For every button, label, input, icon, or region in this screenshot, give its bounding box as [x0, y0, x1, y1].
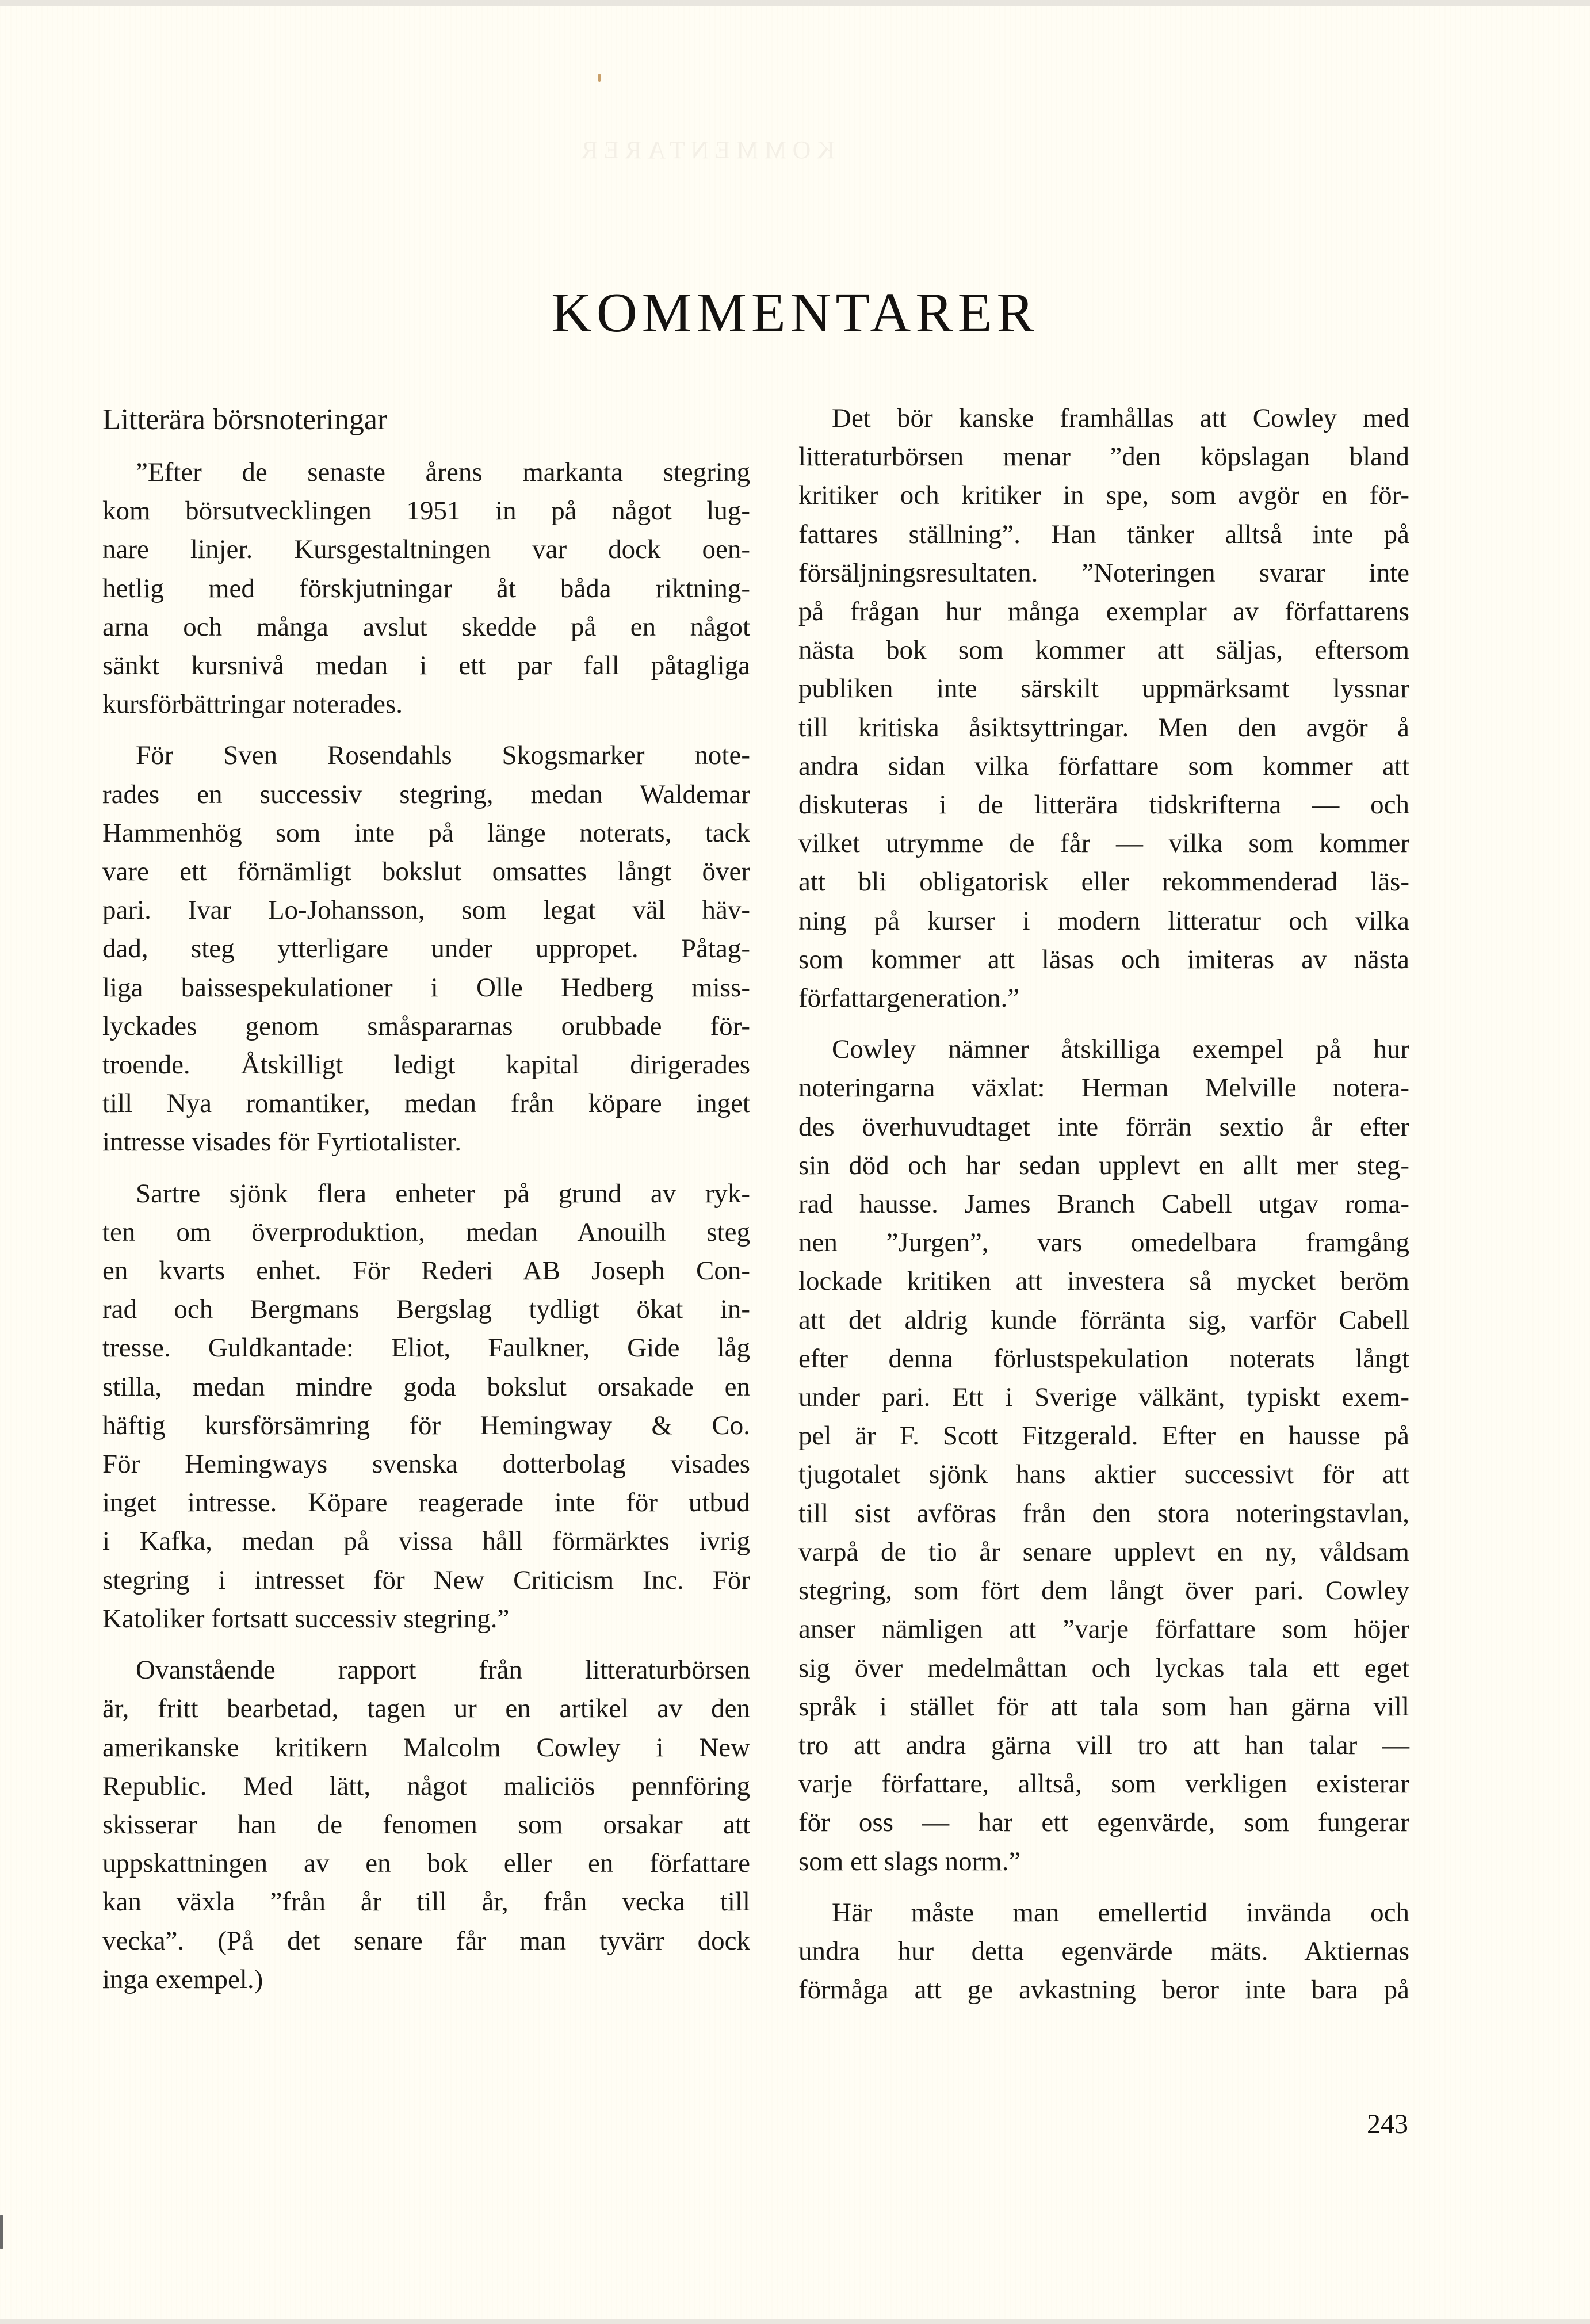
paragraph [798, 1894, 1409, 2010]
text-line: nästa bok som kommer att säljas, eftersom [798, 635, 1409, 666]
text-line: språk i stället för att tala som han gärna vill [798, 1691, 1409, 1722]
right-paragraphs [798, 399, 1409, 2009]
text-line: sin död och har sedan upplevt en allt mer steg- [798, 1150, 1409, 1180]
text-line: noteringarna växlat: Herman Melville notera- [798, 1073, 1409, 1103]
text-line: inget intresse. Köpare reagerade inte för utbud [102, 1488, 750, 1518]
text-line: ”Efter de senaste årens markanta stegring [136, 457, 750, 487]
text-line: andra sidan vilka författare som kommer att [798, 751, 1409, 781]
text-line: efter denna förlustspekulation noterats långt [798, 1343, 1409, 1374]
text-line: kom börsutvecklingen 1951 in på något lug- [102, 496, 750, 526]
page-title: KOMMENTARER [551, 282, 1039, 344]
text-line: författargeneration.” [798, 983, 1020, 1014]
text-line: till Nya romantiker, medan från köpare inget [102, 1088, 750, 1119]
text-line: lockade kritiken att investera så mycket beröm [798, 1266, 1409, 1297]
text-line: kan växla ”från år till år, från vecka till [102, 1887, 750, 1917]
text-line: anser nämligen att ”varje författare som höjer [798, 1614, 1409, 1645]
text-line: pel är F. Scott Fitzgerald. Efter en hausse på [798, 1421, 1409, 1451]
text-line: skisserar han de fenomen som orsakar att [102, 1809, 750, 1840]
text-line: För Sven Rosendahls Skogsmarker note- [136, 740, 750, 771]
paragraph [798, 399, 1409, 1018]
text-line: till sist avföras från den stora noteringstavlan, [798, 1498, 1409, 1528]
text-line: Katoliker fortsatt successiv stegring.” [102, 1603, 510, 1634]
text-line: Republic. Med lätt, något maliciös pennföring [102, 1771, 750, 1801]
text-line: nare linjer. Kursgestaltningen var dock oen- [102, 534, 750, 565]
text-line: publiken inte särskilt uppmärksamt lyssnar [798, 674, 1409, 704]
paragraph [102, 736, 750, 1161]
document-page [0, 6, 1590, 2319]
text-line: rad hausse. James Branch Cabell utgav roma- [798, 1189, 1409, 1220]
text-line: en kvarts enhet. För Rederi AB Joseph Con- [102, 1256, 750, 1286]
text-line: Det bör kanske framhållas att Cowley med [832, 403, 1409, 433]
bleed-through-title: KOMMENTARER [575, 136, 835, 164]
text-line: vilket utrymme de får — vilka som kommer [798, 828, 1409, 859]
paragraph [102, 1651, 750, 1999]
text-line: inga exempel.) [102, 1964, 263, 1994]
text-line: kritiker och kritiker in spe, som avgör en för- [798, 480, 1409, 511]
text-line: fattares ställning”. Han tänker alltså inte på [798, 519, 1409, 549]
text-line: tresse. Guldkantade: Eliot, Faulkner, Gide låg [102, 1333, 750, 1363]
paragraph [798, 1030, 1409, 1880]
text-line: nen ”Jurgen”, vars omedelbara framgång [798, 1228, 1409, 1258]
scan-edge-mark [0, 2215, 3, 2249]
text-line: Sartre sjönk flera enheter på grund av ryk- [136, 1178, 750, 1209]
text-line: sänkt kursnivå medan i ett par fall påtagliga [102, 651, 750, 681]
text-line: Hammenhög som inte på länge noterats, tack [102, 817, 750, 848]
text-line: Cowley nämner åtskilliga exempel på hur [832, 1034, 1409, 1065]
text-line: ning på kurser i modern litteratur och vilka [798, 905, 1409, 936]
right-column [798, 399, 1409, 2022]
paper-speck [598, 74, 601, 82]
text-line: hetlig med förskjutningar åt båda riktning- [102, 573, 750, 603]
paragraph [102, 1175, 750, 1638]
text-line: försäljningsresultaten. ”Noteringen svarar inte [798, 557, 1409, 588]
text-line: vare ett förnämligt bokslut omsattes långt över [102, 857, 750, 887]
page-number: 243 [1367, 2109, 1408, 2139]
text-line: Här måste man emellertid invända och [832, 1897, 1409, 1928]
text-line: diskuteras i de litterära tidskrifterna — och [798, 790, 1409, 820]
text-line: i Kafka, medan på vissa håll förmärktes ivrig [102, 1526, 750, 1557]
left-column [102, 399, 750, 2012]
text-line: under pari. Ett i Sverige välkänt, typiskt exem- [798, 1382, 1409, 1413]
text-line: För Hemingways svenska dotterbolag visades [102, 1449, 750, 1480]
text-line: intresse visades för Fyrtiotalister. [102, 1127, 461, 1157]
text-line: är, fritt bearbetad, tagen ur en artikel av den [102, 1694, 750, 1724]
text-line: amerikanske kritikern Malcolm Cowley i New [102, 1732, 750, 1763]
text-line: rad och Bergmans Bergslag tydligt ökat in- [102, 1294, 750, 1325]
text-line: rades en successiv stegring, medan Waldemar [102, 779, 750, 809]
text-line: arna och många avslut skedde på en något [102, 611, 750, 642]
text-line: vecka”. (På det senare får man tyvärr dock [102, 1925, 750, 1956]
text-line: tro att andra gärna vill tro att han talar — [798, 1730, 1409, 1760]
text-line: förmåga att ge avkastning beror inte bara på [798, 1975, 1409, 2005]
text-line: pari. Ivar Lo-Johansson, som legat väl häv- [102, 895, 750, 926]
text-line: som kommer att läsas och imiteras av nästa [798, 944, 1409, 974]
text-line: varje författare, alltså, som verkligen existerar [798, 1769, 1409, 1799]
text-line: dad, steg ytterligare under uppropet. Påtag- [102, 934, 750, 964]
text-line: stilla, medan mindre goda bokslut orsakade en [102, 1371, 750, 1402]
text-line: undra hur detta egenvärde mäts. Aktiernas [798, 1936, 1409, 1966]
paragraph [102, 453, 750, 724]
text-line: Ovanstående rapport från litteraturbörsen [136, 1655, 750, 1685]
text-line: häftig kursförsämring för Hemingway & Co. [102, 1410, 750, 1440]
text-line: sig över medelmåttan och lyckas tala ett eget [798, 1653, 1409, 1683]
text-line: för oss — har ett egenvärde, som fungerar [798, 1807, 1409, 1838]
text-line: stegring i intresset för New Criticism Inc. För [102, 1565, 750, 1595]
text-line: litteraturbörsen menar ”den köpslagan bland [798, 442, 1409, 472]
text-line: lyckades genom småspararnas orubbade för- [102, 1011, 750, 1041]
text-line: stegring, som fört dem långt över pari. Cowley [798, 1576, 1409, 1606]
text-line: troende. Åtskilligt ledigt kapital dirigerades [102, 1050, 750, 1080]
text-line: som ett slags norm.” [798, 1846, 1021, 1876]
text-line: ten om överproduktion, medan Anouilh steg [102, 1217, 750, 1247]
text-line: des överhuvudtaget inte förrän sextio år efter [798, 1111, 1409, 1142]
left-paragraphs [102, 453, 750, 1999]
text-line: till kritiska åsiktsyttringar. Men den avgör å [798, 712, 1409, 743]
text-line: kursförbättringar noterades. [102, 689, 403, 720]
text-line: liga baissespekulationer i Olle Hedberg miss- [102, 972, 750, 1003]
text-line: uppskattningen av en bok eller en författare [102, 1848, 750, 1879]
text-line: tjugotalet sjönk hans aktier successivt för att [798, 1459, 1409, 1490]
section-heading: Litterära börsnoteringar [102, 403, 388, 436]
text-line: varpå de tio år senare upplevt en ny, våldsam [798, 1536, 1409, 1567]
text-line: att bli obligatorisk eller rekommenderad läs- [798, 867, 1409, 897]
text-line: att det aldrig kunde förränta sig, varför Cabell [798, 1305, 1409, 1335]
text-line: på frågan hur många exemplar av författarens [798, 597, 1409, 627]
